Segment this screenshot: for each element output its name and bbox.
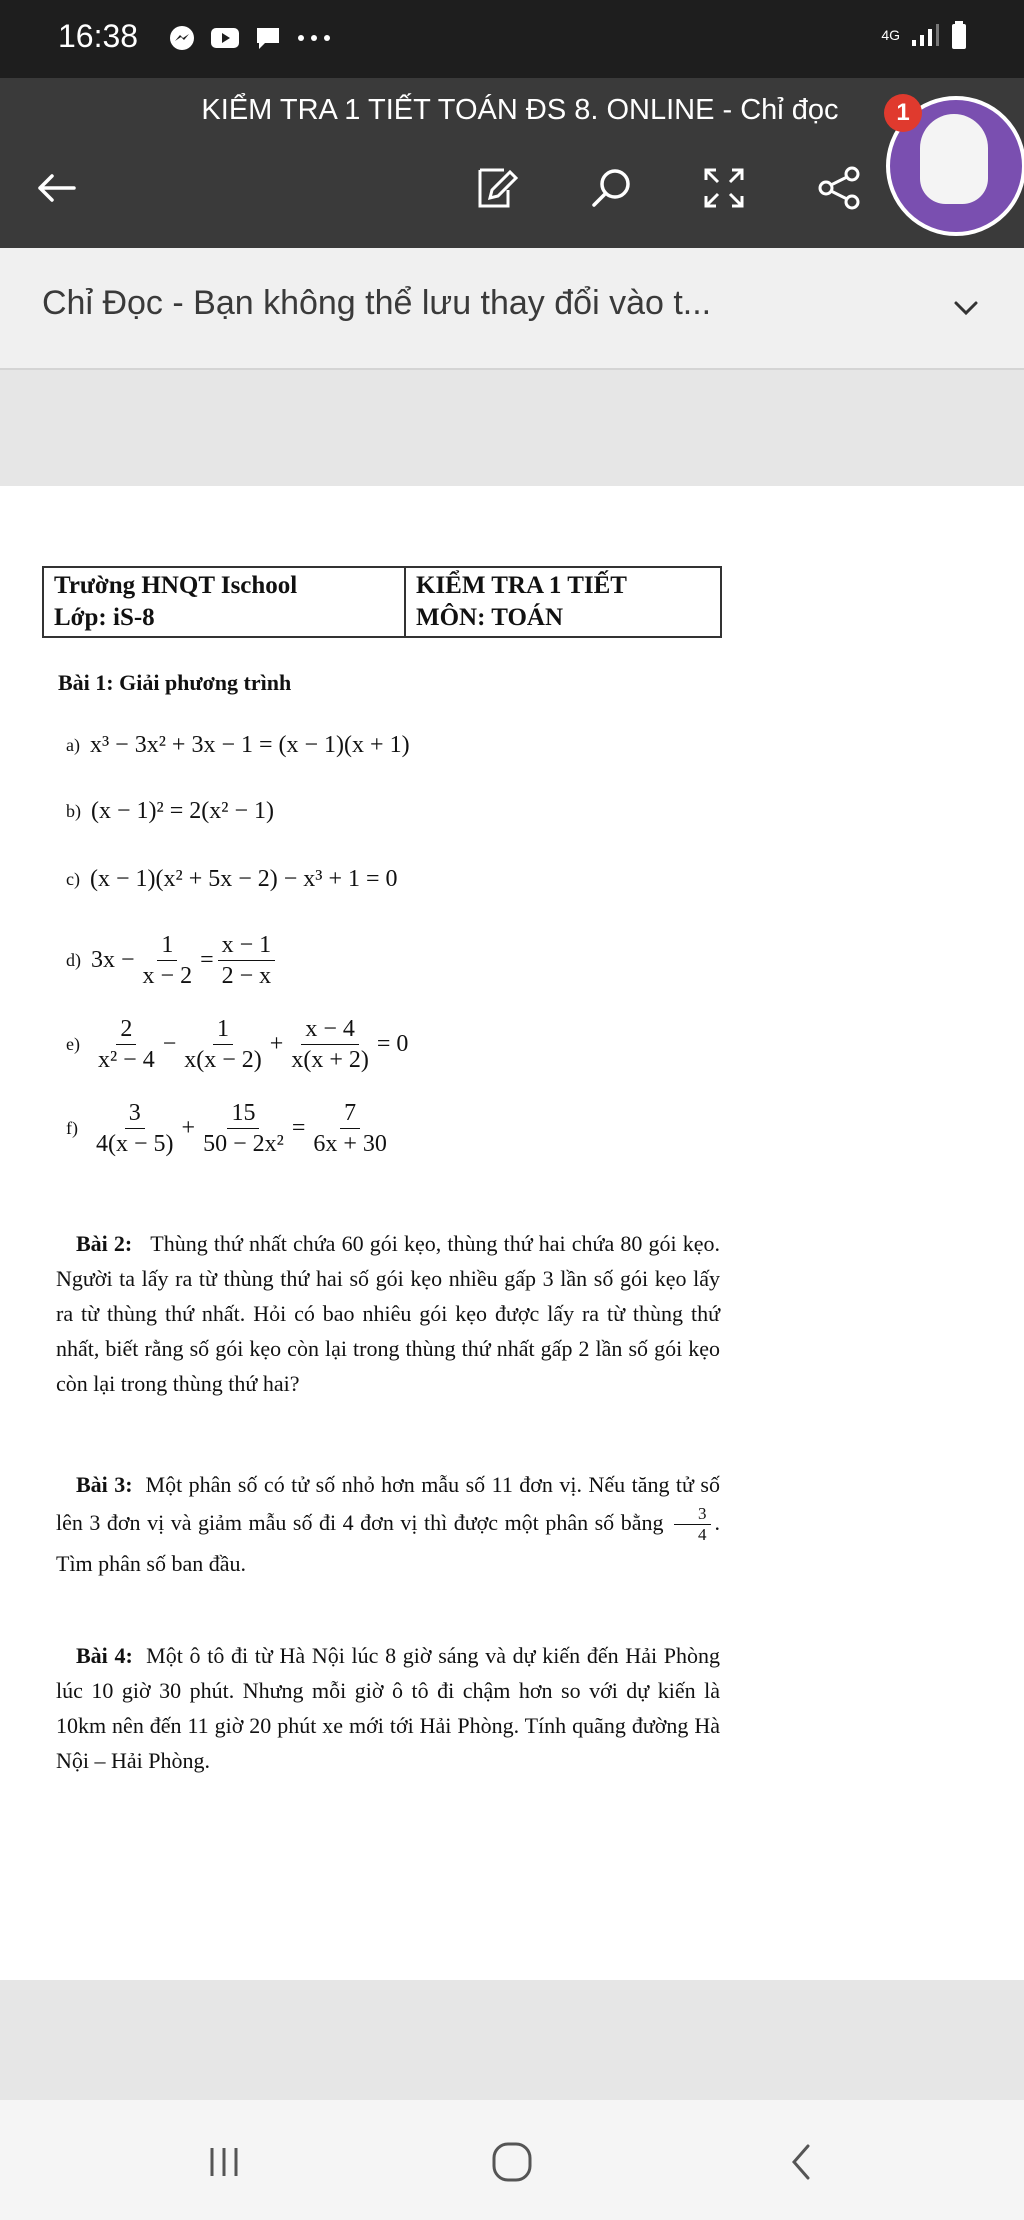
youtube-icon	[210, 26, 240, 50]
equation-a-label: a)	[66, 735, 80, 755]
bai4-text: Một ô tô đi từ Hà Nội lúc 8 giờ sáng và dự kiến đến Hải Phòng lúc 10 giờ 30 phút. Nhưng mỗi giờ ô tô đi chậm hơn so với dự kiến là 10km nên đến 11 giờ 20 phút xe mới tới Hải Phòng. Tính quãng đường Hà Nội – Hải Phòng.	[56, 1643, 720, 1773]
frac-denominator: x − 2	[142, 963, 193, 989]
bai2-text: Thùng thứ nhất chứa 60 gói kẹo, thùng thứ hai chứa 80 gói kẹo. Người ta lấy ra từ thùng thứ hai số gói kẹo nhiều gấp 3 lần số gói kẹo lấy ra từ thùng thứ nhất. Hỏi có bao nhiêu gói kẹo được lấy ra từ thùng thứ nhất, biết rằng số gói kẹo còn lại trong thùng thứ nhất gấp 2 lần số gói kẹo còn lại trong thùng thứ hai?	[56, 1231, 720, 1396]
frac-denominator: x(x − 2)	[184, 1047, 262, 1073]
frac-numerator: 7	[340, 1098, 360, 1129]
equation-d-fraction-2	[218, 930, 276, 991]
frac-denominator: 4(x − 5)	[96, 1131, 174, 1157]
battery-icon	[950, 20, 968, 50]
class-name: Lớp: iS-8	[54, 604, 155, 631]
equation-d-equals: =	[200, 947, 214, 973]
equation-f-fraction-3	[309, 1098, 391, 1159]
back-arrow-icon[interactable]	[28, 160, 84, 216]
network-type: 4G	[881, 27, 900, 43]
bai3-text: Một phân số có tử số nhỏ hơn mẫu số 11 đơn vị. Nếu tăng tử số lên 3 đơn vị và giảm mẫu số đi 4 đơn vị thì được một phân số bằng	[56, 1472, 720, 1535]
equation-b	[66, 798, 274, 825]
recent-apps-icon[interactable]	[200, 2142, 248, 2182]
chat-icon	[254, 24, 282, 52]
readonly-message: Chỉ Đọc - Bạn không thể lưu thay đổi vào t...	[42, 284, 712, 322]
bai1-title: Bài 1: Giải phương trình	[58, 670, 292, 695]
equation-d	[66, 930, 279, 991]
signal-icon	[910, 22, 940, 48]
equation-d-label: d)	[66, 950, 81, 970]
equation-a-body: x³ − 3x² + 3x − 1 = (x − 1)(x + 1)	[89, 732, 410, 758]
search-icon[interactable]	[584, 160, 640, 216]
equation-c	[66, 866, 398, 893]
equation-e-post: = 0	[376, 1031, 409, 1057]
back-nav-icon[interactable]	[778, 2142, 826, 2182]
frac-numerator: 2	[116, 1014, 136, 1045]
equation-f-fraction-1	[92, 1098, 178, 1159]
frac-numerator: 1	[157, 930, 177, 961]
equation-e-operator-1: −	[162, 1031, 177, 1057]
bai3-paragraph	[56, 1466, 720, 1583]
equation-e-fraction-2	[180, 1014, 266, 1075]
frac-numerator: x − 1	[218, 930, 276, 961]
bai3-end: . Tìm phân số ban đầu.	[56, 1510, 720, 1577]
frac-denominator: 4	[698, 1525, 707, 1545]
notification-icons	[168, 24, 332, 52]
document-header-table	[42, 566, 722, 638]
frac-denominator: 2 − x	[221, 963, 272, 989]
equation-e-fraction-3	[287, 1014, 373, 1075]
frac-denominator: 50 − 2x²	[203, 1131, 284, 1157]
system-icons	[881, 20, 968, 50]
frac-numerator: 3	[674, 1504, 711, 1525]
bai4-label: Bài 4:	[76, 1643, 133, 1668]
bai2-paragraph	[56, 1226, 720, 1401]
equation-b-body: (x − 1)² = 2(x² − 1)	[91, 798, 274, 824]
title-bar	[0, 78, 1024, 248]
test-name: KIỂM TRA 1 TIẾT	[416, 572, 627, 599]
avatar-face	[920, 114, 988, 204]
more-dots-icon	[296, 33, 332, 43]
frac-numerator: 15	[227, 1098, 259, 1129]
equation-f-equals: =	[291, 1115, 306, 1141]
equation-e-operator-2: +	[269, 1031, 284, 1057]
frac-denominator: 6x + 30	[313, 1131, 387, 1157]
bai4-paragraph	[56, 1638, 720, 1778]
share-icon[interactable]	[812, 160, 868, 216]
document-page	[0, 486, 1024, 1980]
frac-denominator: x² − 4	[97, 1047, 155, 1073]
equation-f-label: f)	[66, 1118, 78, 1138]
bai2-label: Bài 2:	[76, 1231, 133, 1256]
equation-f	[66, 1098, 395, 1159]
status-bar	[0, 0, 1024, 78]
frac-numerator: x − 4	[301, 1014, 359, 1045]
equation-e	[66, 1014, 408, 1075]
readonly-banner[interactable]	[0, 248, 1024, 370]
equation-a	[66, 732, 410, 759]
frac-denominator: x(x + 2)	[291, 1047, 369, 1073]
equation-f-operator-1: +	[181, 1115, 196, 1141]
frac-numerator: 3	[125, 1098, 145, 1129]
chevron-down-icon[interactable]	[948, 290, 984, 326]
equation-d-pre: 3x −	[91, 947, 135, 973]
home-icon[interactable]	[488, 2142, 536, 2182]
fullscreen-icon[interactable]	[696, 160, 752, 216]
school-name: Trường HNQT Ischool	[54, 572, 298, 599]
equation-d-fraction-1	[139, 930, 197, 991]
edit-icon[interactable]	[468, 160, 524, 216]
notification-badge: 1	[884, 94, 922, 132]
document-title: KIỂM TRA 1 TIẾT TOÁN ĐS 8. ONLINE - Chỉ đọc	[201, 94, 839, 126]
equation-c-body: (x − 1)(x² + 5x − 2) − x³ + 1 = 0	[89, 866, 398, 892]
equation-e-label: e)	[66, 1034, 80, 1054]
subject-name: MÔN: TOÁN	[416, 604, 563, 631]
system-navigation-bar	[0, 2100, 1024, 2220]
equation-c-label: c)	[66, 869, 80, 889]
equation-f-fraction-2	[199, 1098, 288, 1159]
bai3-label: Bài 3:	[76, 1472, 133, 1497]
equation-b-label: b)	[66, 801, 81, 821]
status-time: 16:38	[58, 18, 139, 54]
equation-e-fraction-1	[94, 1014, 159, 1075]
frac-numerator: 1	[213, 1014, 233, 1045]
messenger-icon	[168, 24, 196, 52]
bai3-fraction	[674, 1504, 711, 1545]
